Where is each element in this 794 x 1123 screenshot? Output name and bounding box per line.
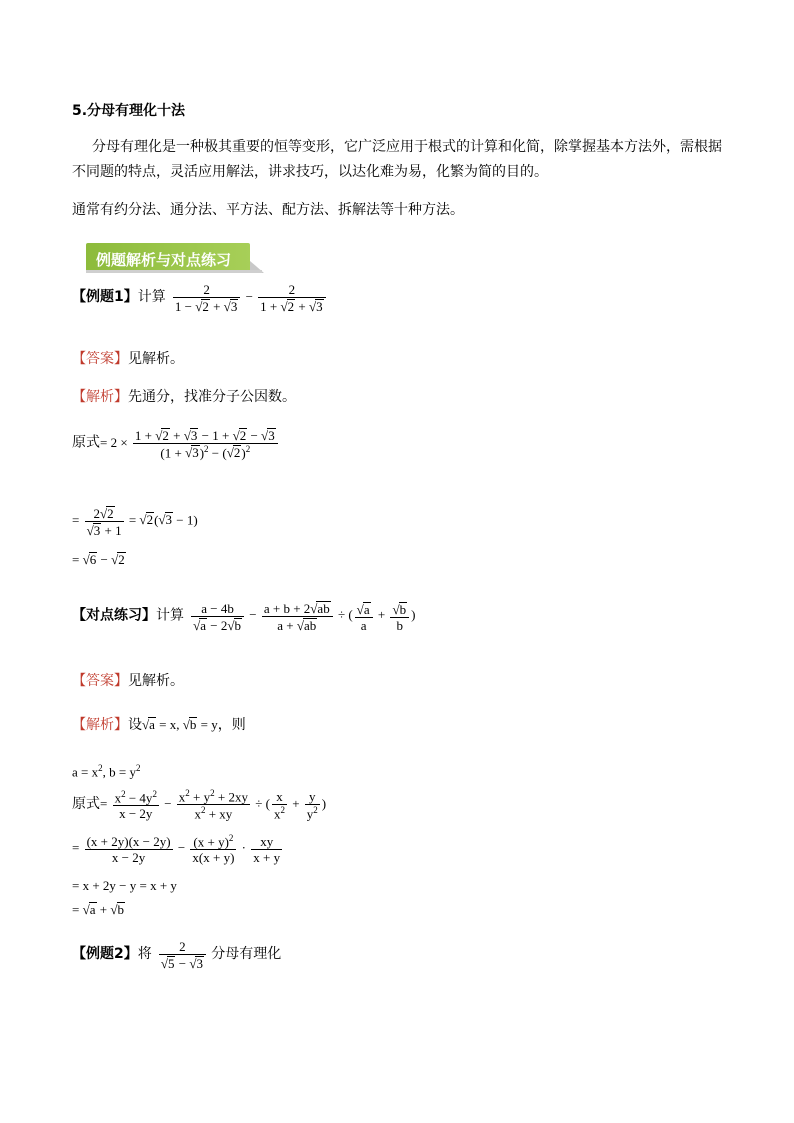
- example-1-expression: $\frac{2}{1 - √2 + √3}$ − $\frac{2}{1 + √2 + √3}$: [171, 289, 328, 304]
- practice-expression: $\frac{a - 4b}{√a - 2√b}$ − $\frac{a + b + 2√ab}{a + √ab}$ ÷ ( $\frac{√a}{a}$ + $\frac{√b}{b}$ ): [193, 600, 416, 633]
- example-2: [72, 940, 281, 970]
- solution-2-step-5: = √a + √b: [72, 902, 124, 917]
- solution-2-step-2: 原式= $\frac{x^2 - 4y^2}{x - 2y}$ − $\frac{x^2 + y^2 + 2xy}{x^2 + xy}$ ÷ ( $\frac{x}{x^2}$ + $\frac{y}{y^2}$ ): [72, 788, 327, 822]
- solution-2-step-4: = x + 2y − y = x + y: [72, 878, 177, 893]
- intro-line-2: 不同题的特点，灵活应用解法，讲求技巧，以达化难为易，化繁为简的目的。: [72, 164, 548, 180]
- analysis-1-label: 【解析】: [72, 389, 128, 405]
- solution-1-step-1: 原式= 2 × $\frac{1 + √2 + √3 - 1 + √2 - √3}{(1 + √3)^2 - (√2)^2}$: [72, 428, 280, 459]
- practice-label: 【对点练习】: [72, 607, 156, 624]
- answer-2-text: 见解析。: [128, 673, 184, 689]
- answer-1-label: 【答案】: [72, 351, 128, 367]
- example-2-label: 【例题2】: [72, 945, 138, 962]
- analysis-1-text: 先通分，找准分子公因数。: [128, 389, 296, 405]
- analysis-1: [72, 386, 296, 406]
- solution-2-step-1: $a = x^2$, $b = y^2$: [72, 763, 141, 780]
- practice-prefix: 计算: [156, 607, 184, 624]
- methods-summary: 通常有约分法、通分法、平方法、配方法、拆解法等十种方法。: [72, 202, 464, 218]
- answer-2: [72, 670, 184, 690]
- banner-shadow: [86, 270, 262, 273]
- example-1-label: 【例题1】: [72, 288, 138, 305]
- intro-line-1: 分母有理化是一种极其重要的恒等变形，它广泛应用于根式的计算和化简，除掌握基本方法外，需根据: [92, 139, 722, 155]
- analysis-2: 【解析】设√a = x, √b = y，则: [72, 717, 246, 733]
- analysis-2-prefix: 设: [128, 717, 142, 733]
- example-2-expression: $\frac{2}{√5 - √3}$: [157, 946, 211, 961]
- practice: [72, 601, 415, 632]
- example-2-suffix: 分母有理化: [211, 945, 282, 962]
- solution-1-step-2: = $\frac{2√2}{√3 + 1}$ = √2(√3 − 1): [72, 506, 198, 538]
- solution-1-step-3: = √6 − √2: [72, 552, 125, 567]
- answer-1-text: 见解析。: [128, 351, 184, 367]
- banner-label: 例题解析与对点练习: [96, 251, 232, 269]
- answer-1: [72, 348, 184, 368]
- example-1-prefix: 计算: [137, 288, 166, 305]
- example-2-prefix: 将: [137, 945, 152, 962]
- analysis-2-label: 【解析】: [72, 717, 128, 733]
- example-1: [72, 283, 328, 313]
- solution-2-step-3: = $\frac{(x + 2y)(x - 2y)}{x - 2y}$ − $\frac{(x + y)^2}{x(x + y)}$ · $\frac{xy}{x + y}$: [72, 833, 281, 866]
- section-title: 5.分母有理化十法: [72, 103, 186, 119]
- solution-1-yuanshi: 原式: [72, 434, 100, 451]
- answer-2-label: 【答案】: [72, 673, 128, 689]
- solution-2-yuanshi: 原式: [72, 795, 100, 812]
- analysis-2-suffix: ，则: [217, 717, 246, 733]
